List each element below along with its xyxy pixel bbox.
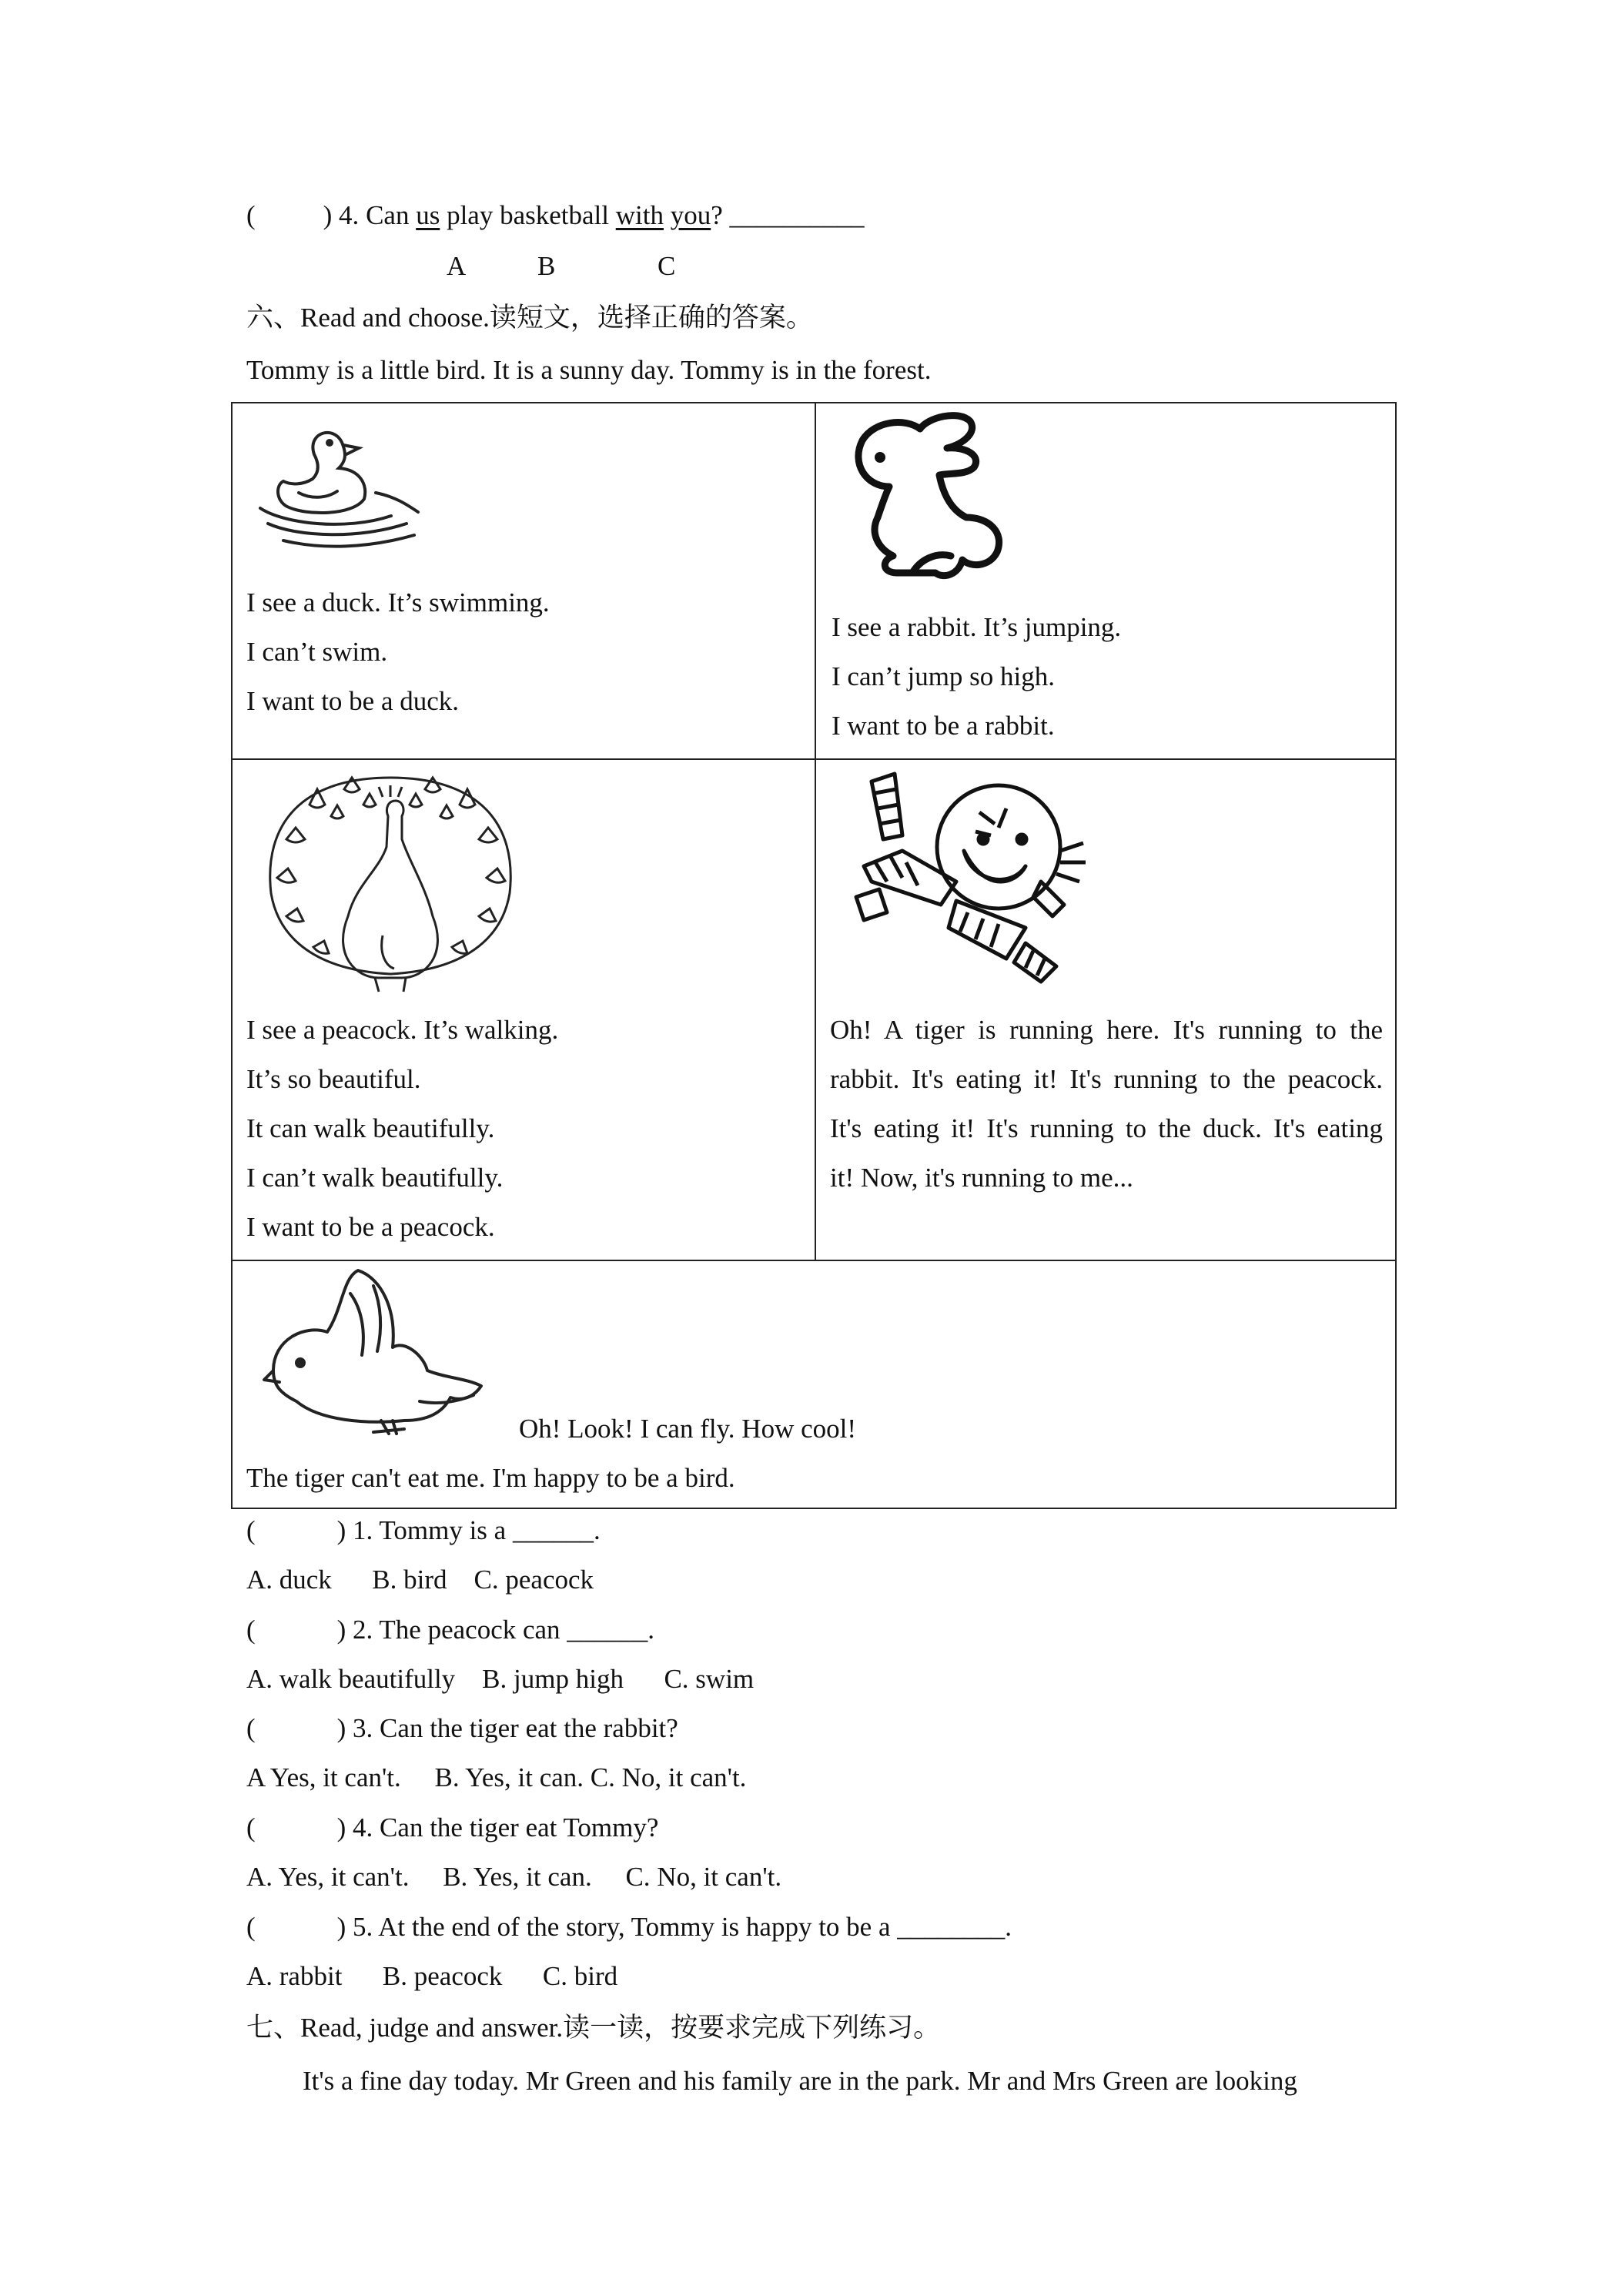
- table-divider: [815, 402, 816, 1260]
- question-2-options: A. walk beautifully B. jump high C. swim: [246, 1664, 755, 1694]
- bird-text: The tiger can't eat me. I'm happy to be a bird.: [246, 1463, 735, 1493]
- section7-heading: 七、Read, judge and answer.读一读，按要求完成下列练习。: [246, 2013, 941, 2043]
- q4-number: ) 4.: [323, 200, 360, 230]
- bird-picture: [258, 1263, 489, 1440]
- question-text: ) 3. Can the tiger eat the rabbit?: [336, 1713, 678, 1743]
- rabbit-text: I want to be a rabbit.: [832, 711, 1055, 741]
- question-2: [246, 1616, 654, 1643]
- rabbit-picture: [835, 402, 1020, 594]
- bird-text: Oh! Look! I can fly. How cool!: [519, 1414, 857, 1444]
- tiger-text: it! Now, it's running to me...: [830, 1163, 1133, 1193]
- answer-paren[interactable]: (: [246, 1912, 256, 1942]
- q4-option-b: B: [537, 251, 556, 281]
- duck-text: I see a duck. It’s swimming.: [246, 587, 550, 618]
- peacock-text: I want to be a peacock.: [246, 1212, 495, 1242]
- q4-underlined-word: us: [416, 200, 440, 230]
- q4-underlined-word: with: [615, 200, 664, 230]
- tiger-text: Oh! A tiger is running here. It's running to the: [830, 1015, 1383, 1045]
- tiger-text: rabbit. It's eating it! It's running to the peacock.: [830, 1064, 1383, 1094]
- question-3-options: A Yes, it can't. B. Yes, it can. C. No, it can't.: [246, 1762, 747, 1792]
- peacock-text: It’s so beautiful.: [246, 1064, 421, 1094]
- q4-option-a: A: [447, 251, 467, 281]
- rabbit-text: I can’t jump so high.: [832, 661, 1056, 691]
- section6-intro: Tommy is a little bird. It is a sunny day. Tommy is in the forest.: [246, 355, 932, 385]
- answer-paren[interactable]: (: [246, 1713, 256, 1743]
- question-5: [246, 1913, 1012, 1940]
- table-divider: [231, 1260, 1397, 1261]
- peacock-text: I see a peacock. It’s walking.: [246, 1015, 559, 1045]
- question-3: [246, 1715, 678, 1742]
- duck-text: I want to be a duck.: [246, 686, 460, 716]
- q4-word: play basketball: [447, 200, 609, 230]
- peacock-text: It can walk beautifully.: [246, 1113, 495, 1143]
- peacock-text: I can’t walk beautifully.: [246, 1163, 504, 1193]
- answer-paren[interactable]: (: [246, 1515, 256, 1545]
- question-4-options: A. Yes, it can't. B. Yes, it can. C. No, it can't.: [246, 1862, 782, 1892]
- rabbit-text: I see a rabbit. It’s jumping.: [832, 612, 1122, 642]
- question-text: ) 4. Can the tiger eat Tommy?: [336, 1812, 659, 1842]
- q4-line: [246, 202, 865, 229]
- duck-text: I can’t swim.: [246, 637, 388, 667]
- answer-paren[interactable]: (: [246, 1812, 256, 1842]
- q4-blank[interactable]: ? __________: [711, 200, 865, 230]
- question-1: [246, 1517, 601, 1544]
- question-text: ) 5. At the end of the story, Tommy is happy to be a ________.: [336, 1912, 1012, 1942]
- answer-paren[interactable]: (: [246, 1615, 256, 1645]
- tiger-text: It's eating it! It's running to the duck. It's eating: [830, 1113, 1383, 1143]
- question-1-options: A. duck B. bird C. peacock: [246, 1565, 594, 1595]
- answer-paren[interactable]: (: [246, 200, 256, 230]
- question-4: [246, 1814, 658, 1841]
- section6-heading: 六、Read and choose.读短文，选择正确的答案。: [246, 303, 813, 333]
- section7-paragraph: It's a fine day today. Mr Green and his family are in the park. Mr and Mrs Green are looking: [303, 2066, 1297, 2096]
- table-divider: [231, 758, 1397, 760]
- q4-underlined-word: you: [670, 200, 711, 230]
- q4-option-c: C: [658, 251, 676, 281]
- tiger-picture: [841, 766, 1087, 989]
- peacock-picture: [256, 762, 525, 993]
- question-text: ) 1. Tommy is a ______.: [336, 1515, 601, 1545]
- duck-picture: [253, 408, 430, 562]
- question-text: ) 2. The peacock can ______.: [336, 1615, 655, 1645]
- q4-word: Can: [366, 200, 410, 230]
- question-5-options: A. rabbit B. peacock C. bird: [246, 1961, 618, 1991]
